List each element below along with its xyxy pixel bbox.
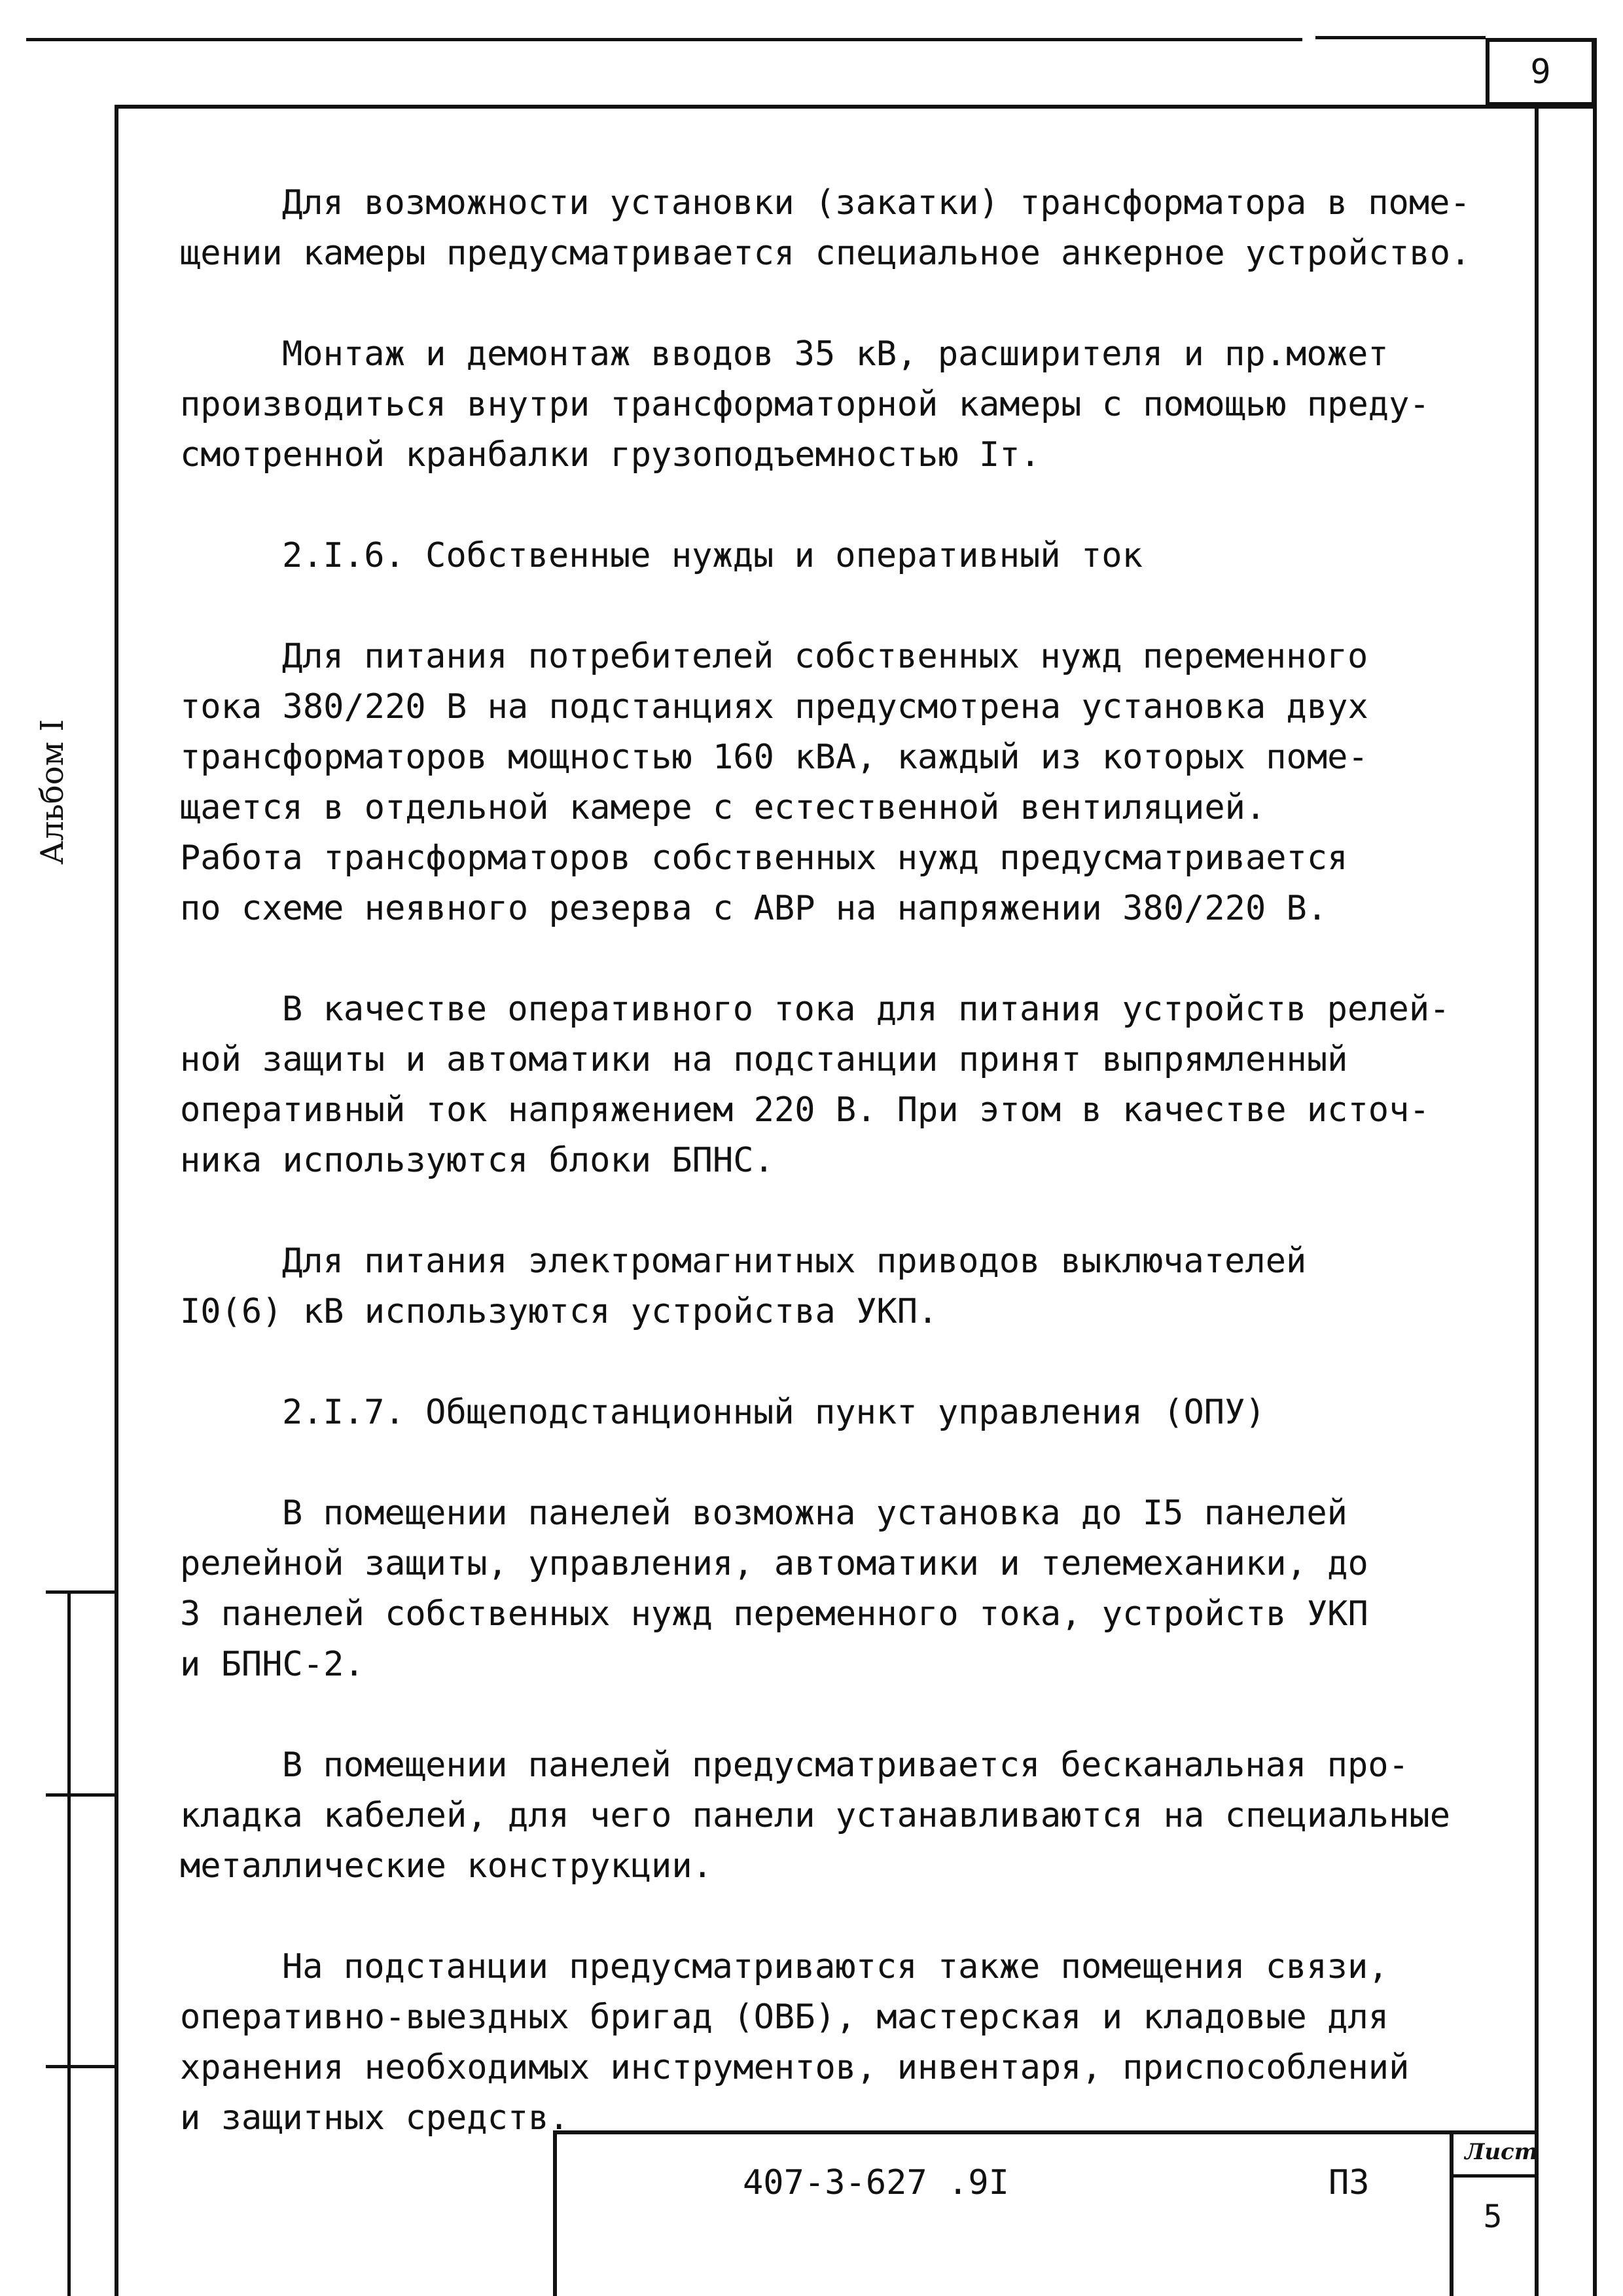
binding-tick-2	[46, 1793, 116, 1797]
text-line: щается в отдельной камере с естественной вентиляцией.	[180, 788, 1266, 827]
frame-left	[115, 105, 118, 2296]
text-line: Монтаж и демонтаж вводов 35 кВ, расширителя и пр.может	[282, 334, 1389, 374]
text-line: Для возможности установки (закатки) трансформатора в поме-	[282, 183, 1471, 223]
album-label-text: Альбом I	[34, 719, 71, 865]
text-line: производиться внутри трансформаторной камеры с помощью преду-	[180, 385, 1430, 424]
text-line: Для питания потребителей собственных нужд переменного	[282, 637, 1368, 676]
text-line: кладка кабелей, для чего панели устанавливаются на специальные	[180, 1796, 1451, 1835]
paragraph-auxiliary-power	[180, 632, 1489, 934]
binding-strip-line	[67, 1590, 71, 2296]
sheet-number: 5	[1483, 2198, 1503, 2235]
binding-tick-1	[46, 1590, 116, 1594]
text-line: Работа трансформаторов собственных нужд предусматривается	[180, 838, 1348, 878]
paragraph-panels	[180, 1488, 1489, 1690]
section-heading-2-1-7: 2.I.7. Общеподстанционный пункт управления (ОПУ)	[282, 1393, 1266, 1432]
text-line: ной защиты и автоматики на подстанции принят выпрямленный	[180, 1040, 1348, 1079]
paragraph-cabling	[180, 1740, 1489, 1892]
text-line: В помещении панелей возможна установка до I5 панелей	[282, 1494, 1347, 1533]
text-line: В качестве оперативного тока для питания устройств релей-	[282, 990, 1450, 1029]
text-line: ника используются блоки БПНС.	[180, 1141, 774, 1180]
page-number-text: 9	[1530, 52, 1551, 92]
page-number	[1486, 38, 1596, 106]
text-line: по схеме неявного резерва с АВР на напряжении 380/220 В.	[180, 889, 1328, 928]
text-line: трансформаторов мощностью 160 кВА, каждый из которых поме-	[180, 738, 1368, 777]
frame-inner-right	[1535, 105, 1539, 2296]
binding-tick-3	[46, 2065, 116, 2068]
text-line: 3 панелей собственных нужд переменного тока, устройств УКП	[180, 1594, 1368, 1634]
text-line: I0(6) кВ используются устройства УКП.	[180, 1292, 938, 1331]
document-code: 407-3-627 .9I	[743, 2163, 1009, 2202]
text-line: тока 380/220 В на подстанциях предусмотрена установка двух	[180, 687, 1368, 726]
sheet-label: Лист	[1465, 2139, 1538, 2165]
text-line: На подстанции предусматриваются также помещения связи,	[282, 1947, 1389, 1986]
paragraph-mounting	[180, 329, 1489, 480]
paragraph-operating-current	[180, 984, 1489, 1186]
frame-top	[115, 105, 1597, 109]
document-body	[180, 178, 1489, 2194]
paragraph-rooms	[180, 1942, 1489, 2144]
text-line: металлические конструкции.	[180, 1846, 713, 1886]
text-line: оперативно-выездных бригад (ОВБ), мастерская и кладовые для	[180, 1998, 1389, 2037]
top-rule-right	[1315, 36, 1486, 39]
text-line: релейной защиты, управления, автоматики и телемеханики, до	[180, 1544, 1368, 1583]
text-line: В помещении панелей предусматривается бесканальная про-	[282, 1746, 1409, 1785]
text-line: смотренной кранбалки грузоподъемностью Iт.	[180, 435, 1041, 475]
text-line: хранения необходимых инструментов, инвентаря, приспособлений	[180, 2048, 1410, 2087]
top-rule-left	[26, 38, 1302, 41]
document-type: ПЗ	[1329, 2163, 1370, 2202]
section-heading-2-1-6: 2.I.6. Собственные нужды и оперативный ток	[282, 536, 1143, 575]
text-line: и БПНС-2.	[180, 1645, 365, 1684]
paragraph-drives	[180, 1236, 1489, 1337]
text-line: оперативный ток напряжением 220 В. При этом в качестве источ-	[180, 1090, 1430, 1130]
frame-outer-right	[1593, 38, 1597, 2296]
text-line: щении камеры предусматривается специальное анкерное устройство.	[180, 234, 1471, 273]
paragraph-anchor-device	[180, 178, 1489, 279]
text-line: и защитных средств.	[180, 2098, 569, 2138]
album-label	[26, 720, 79, 864]
text-line: Для питания электромагнитных приводов выключателей	[282, 1242, 1307, 1281]
